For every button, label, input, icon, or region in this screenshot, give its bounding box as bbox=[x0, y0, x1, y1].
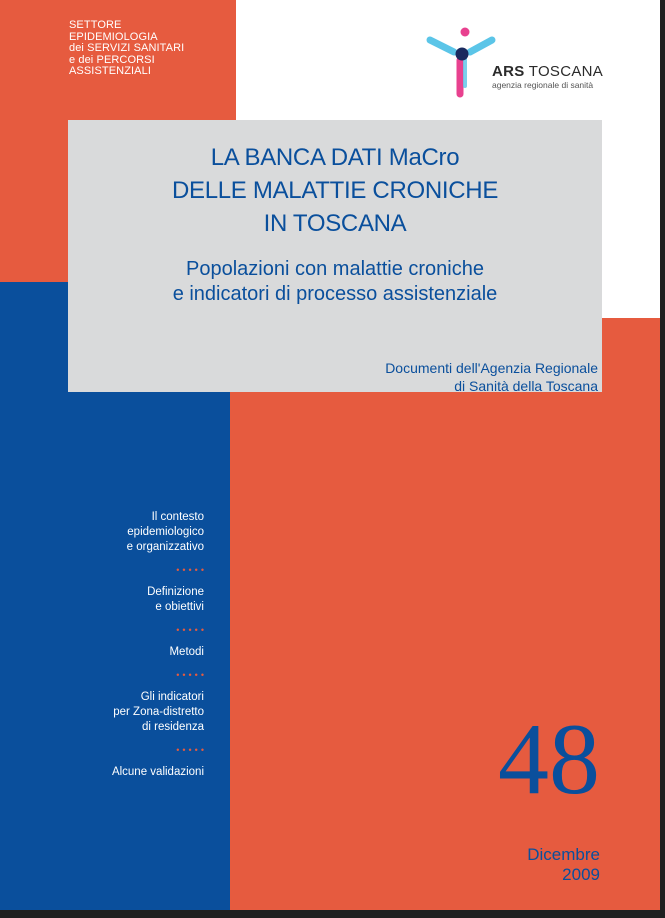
toc-line: epidemiologico bbox=[127, 526, 204, 538]
logo-name-rest: TOSCANA bbox=[524, 63, 604, 80]
toc-separator: ••••• bbox=[176, 565, 207, 575]
series-line: di Sanità della Toscana bbox=[454, 378, 598, 394]
toc-line: Metodi bbox=[169, 646, 204, 658]
sector-line: ASSISTENZIALI bbox=[69, 65, 151, 78]
title-line: DELLE MALATTIE CRONICHE bbox=[171, 177, 499, 204]
sector-line: SETTORE bbox=[69, 19, 122, 31]
toc-item bbox=[40, 585, 204, 615]
page-edge-bottom bbox=[0, 910, 665, 918]
toc-item bbox=[40, 690, 204, 735]
logo-name bbox=[492, 63, 603, 80]
ars-toscana-logo bbox=[424, 24, 634, 102]
subtitle-line: Popolazioni con malattie croniche bbox=[186, 258, 484, 280]
toc-line: per Zona-distretto bbox=[113, 706, 204, 718]
sector-line: EPIDEMIOLOGIA bbox=[69, 30, 158, 43]
publication-date bbox=[440, 845, 600, 885]
title-line: IN TOSCANA bbox=[263, 210, 407, 237]
document-title bbox=[68, 141, 602, 240]
toc-item bbox=[40, 510, 204, 555]
toc-item bbox=[40, 645, 204, 660]
title-line: LA BANCA DATI MaCro bbox=[210, 144, 460, 171]
toc-item bbox=[40, 765, 204, 780]
table-of-contents bbox=[40, 510, 207, 780]
toc-separator: ••••• bbox=[176, 625, 207, 635]
document-subtitle bbox=[68, 257, 602, 307]
subtitle-line: e indicatori di processo assistenziale bbox=[172, 283, 498, 305]
toc-line: e obiettivi bbox=[155, 601, 204, 613]
toc-line: Il contesto bbox=[151, 511, 204, 523]
sector-line: e dei PERCORSI bbox=[69, 53, 155, 66]
date-year: 2009 bbox=[562, 865, 600, 884]
toc-line: Alcune validazioni bbox=[111, 766, 204, 778]
toc-line: Gli indicatori bbox=[140, 691, 204, 703]
page-edge-right bbox=[660, 0, 665, 918]
date-month: Dicembre bbox=[527, 845, 600, 864]
series-label bbox=[330, 359, 598, 395]
toc-separator: ••••• bbox=[176, 745, 207, 755]
right-orange-panel bbox=[230, 318, 660, 910]
issue-number: 48 bbox=[498, 703, 600, 816]
series-line: Documenti dell'Agenzia Regionale bbox=[385, 360, 598, 376]
toc-separator: ••••• bbox=[176, 670, 207, 680]
toc-line: e organizzativo bbox=[126, 541, 204, 553]
logo-tagline: agenzia regionale di sanità bbox=[492, 80, 594, 90]
logo-name-bold: ARS bbox=[492, 63, 525, 80]
toc-line: Definizione bbox=[147, 586, 204, 598]
sector-label bbox=[69, 20, 184, 78]
toc-line: di residenza bbox=[141, 721, 204, 733]
sector-line: dei SERVIZI SANITARI bbox=[69, 42, 185, 55]
